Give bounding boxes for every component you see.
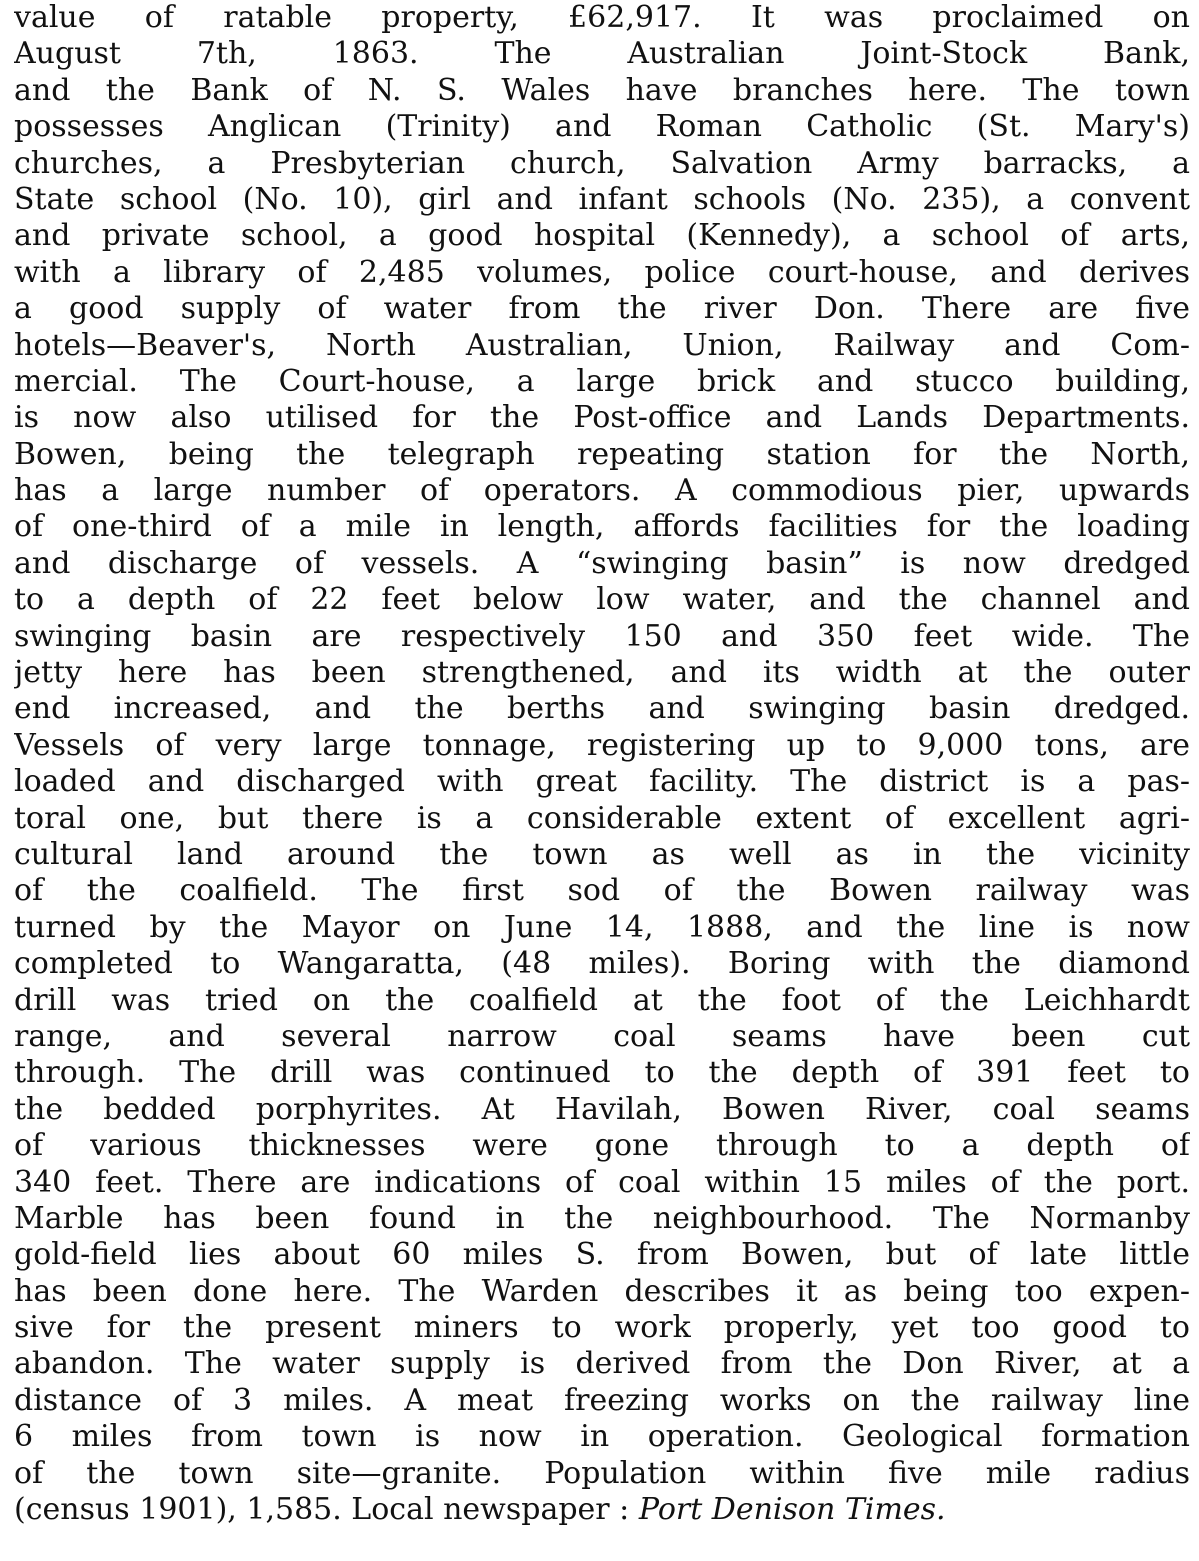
text-line-17: to a depth of 22 feet below low water, and the channel and: [14, 582, 1190, 618]
text-line-11: mercial. The Court-house, a large brick and stucco building,: [14, 363, 1190, 399]
text-line-20: end increased, and the berths and swinging basin dredged.: [14, 691, 1190, 727]
text-line-22: loaded and discharged with great facility. The district is a pas-: [14, 764, 1190, 800]
text-line-36: has been done here. The Warden describes it as being too expen-: [14, 1273, 1190, 1309]
text-line-41: of the town site—granite. Population within five mile radius: [14, 1455, 1190, 1491]
text-line-33: 340 feet. There are indications of coal within 15 miles of the port.: [14, 1164, 1190, 1200]
text-line-29: range, and several narrow coal seams have been cut: [14, 1018, 1190, 1054]
text-line-31: the bedded porphyrites. At Havilah, Bowen River, coal seams: [14, 1091, 1190, 1127]
text-line-2: August 7th, 1863. The Australian Joint-Stock Bank,: [14, 36, 1190, 72]
text-line-21: Vessels of very large tonnage, registering up to 9,000 tons, are: [14, 727, 1190, 763]
text-line-14: has a large number of operators. A commodious pier, upwards: [14, 473, 1190, 509]
text-line-35: gold-field lies about 60 miles S. from Bowen, but of late little: [14, 1237, 1190, 1273]
text-line-19: jetty here has been strengthened, and its width at the outer: [14, 655, 1190, 691]
text-line-26: turned by the Mayor on June 14, 1888, and the line is now: [14, 909, 1190, 945]
text-line-10: hotels—Beaver's, North Australian, Union, Railway and Com-: [14, 327, 1190, 363]
text-line-5: churches, a Presbyterian church, Salvation Army barracks, a: [14, 145, 1190, 181]
text-line-27: completed to Wangaratta, (48 miles). Boring with the diamond: [14, 946, 1190, 982]
text-line-28: drill was tried on the coalfield at the foot of the Leichhardt: [14, 982, 1190, 1018]
text-line-1: value of ratable property, £62,917. It was proclaimed on: [14, 0, 1190, 35]
text-line-38: abandon. The water supply is derived from the Don River, at a: [14, 1346, 1190, 1382]
text-line-40: 6 miles from town is now in operation. Geological formation: [14, 1419, 1190, 1455]
text-line-6: State school (No. 10), girl and infant schools (No. 235), a convent: [14, 181, 1190, 217]
text-line-39: distance of 3 miles. A meat freezing works on the railway line: [14, 1382, 1190, 1418]
text-line-16: and discharge of vessels. A “swinging basin” is now dredged: [14, 545, 1190, 581]
text-line-18: swinging basin are respectively 150 and 350 feet wide. The: [14, 618, 1190, 654]
text-line-13: Bowen, being the telegraph repeating station for the North,: [14, 436, 1190, 472]
text-line-15: of one-third of a mile in length, affords facilities for the loading: [14, 509, 1190, 545]
text-line-9: a good supply of water from the river Don. There are five: [14, 291, 1190, 327]
newspaper-title: Port Denison Times.: [638, 1492, 946, 1528]
text-line-7: and private school, a good hospital (Kennedy), a school of arts,: [14, 218, 1190, 254]
text-line-4: possesses Anglican (Trinity) and Roman Catholic (St. Mary's): [14, 109, 1190, 145]
text-line-30: through. The drill was continued to the depth of 391 feet to: [14, 1055, 1190, 1091]
text-line-24: cultural land around the town as well as in the vicinity: [14, 836, 1190, 872]
census-text: (census 1901), 1,585. Local newspaper :: [14, 1492, 639, 1528]
text-line-12: is now also utilised for the Post-office and Lands Departments.: [14, 400, 1190, 436]
text-line-34: Marble has been found in the neighbourhood. The Normanby: [14, 1200, 1190, 1236]
text-line-8: with a library of 2,485 volumes, police court-house, and derives: [14, 254, 1190, 290]
text-line-3: and the Bank of N. S. Wales have branches here. The town: [14, 72, 1190, 108]
text-line-37: sive for the present miners to work properly, yet too good to: [14, 1310, 1190, 1346]
text-line-42: [14, 1492, 1190, 1528]
text-line-32: of various thicknesses were gone through to a depth of: [14, 1128, 1190, 1164]
text-line-25: of the coalfield. The first sod of the Bowen railway was: [14, 873, 1190, 909]
text-line-23: toral one, but there is a considerable extent of excellent agri-: [14, 800, 1190, 836]
